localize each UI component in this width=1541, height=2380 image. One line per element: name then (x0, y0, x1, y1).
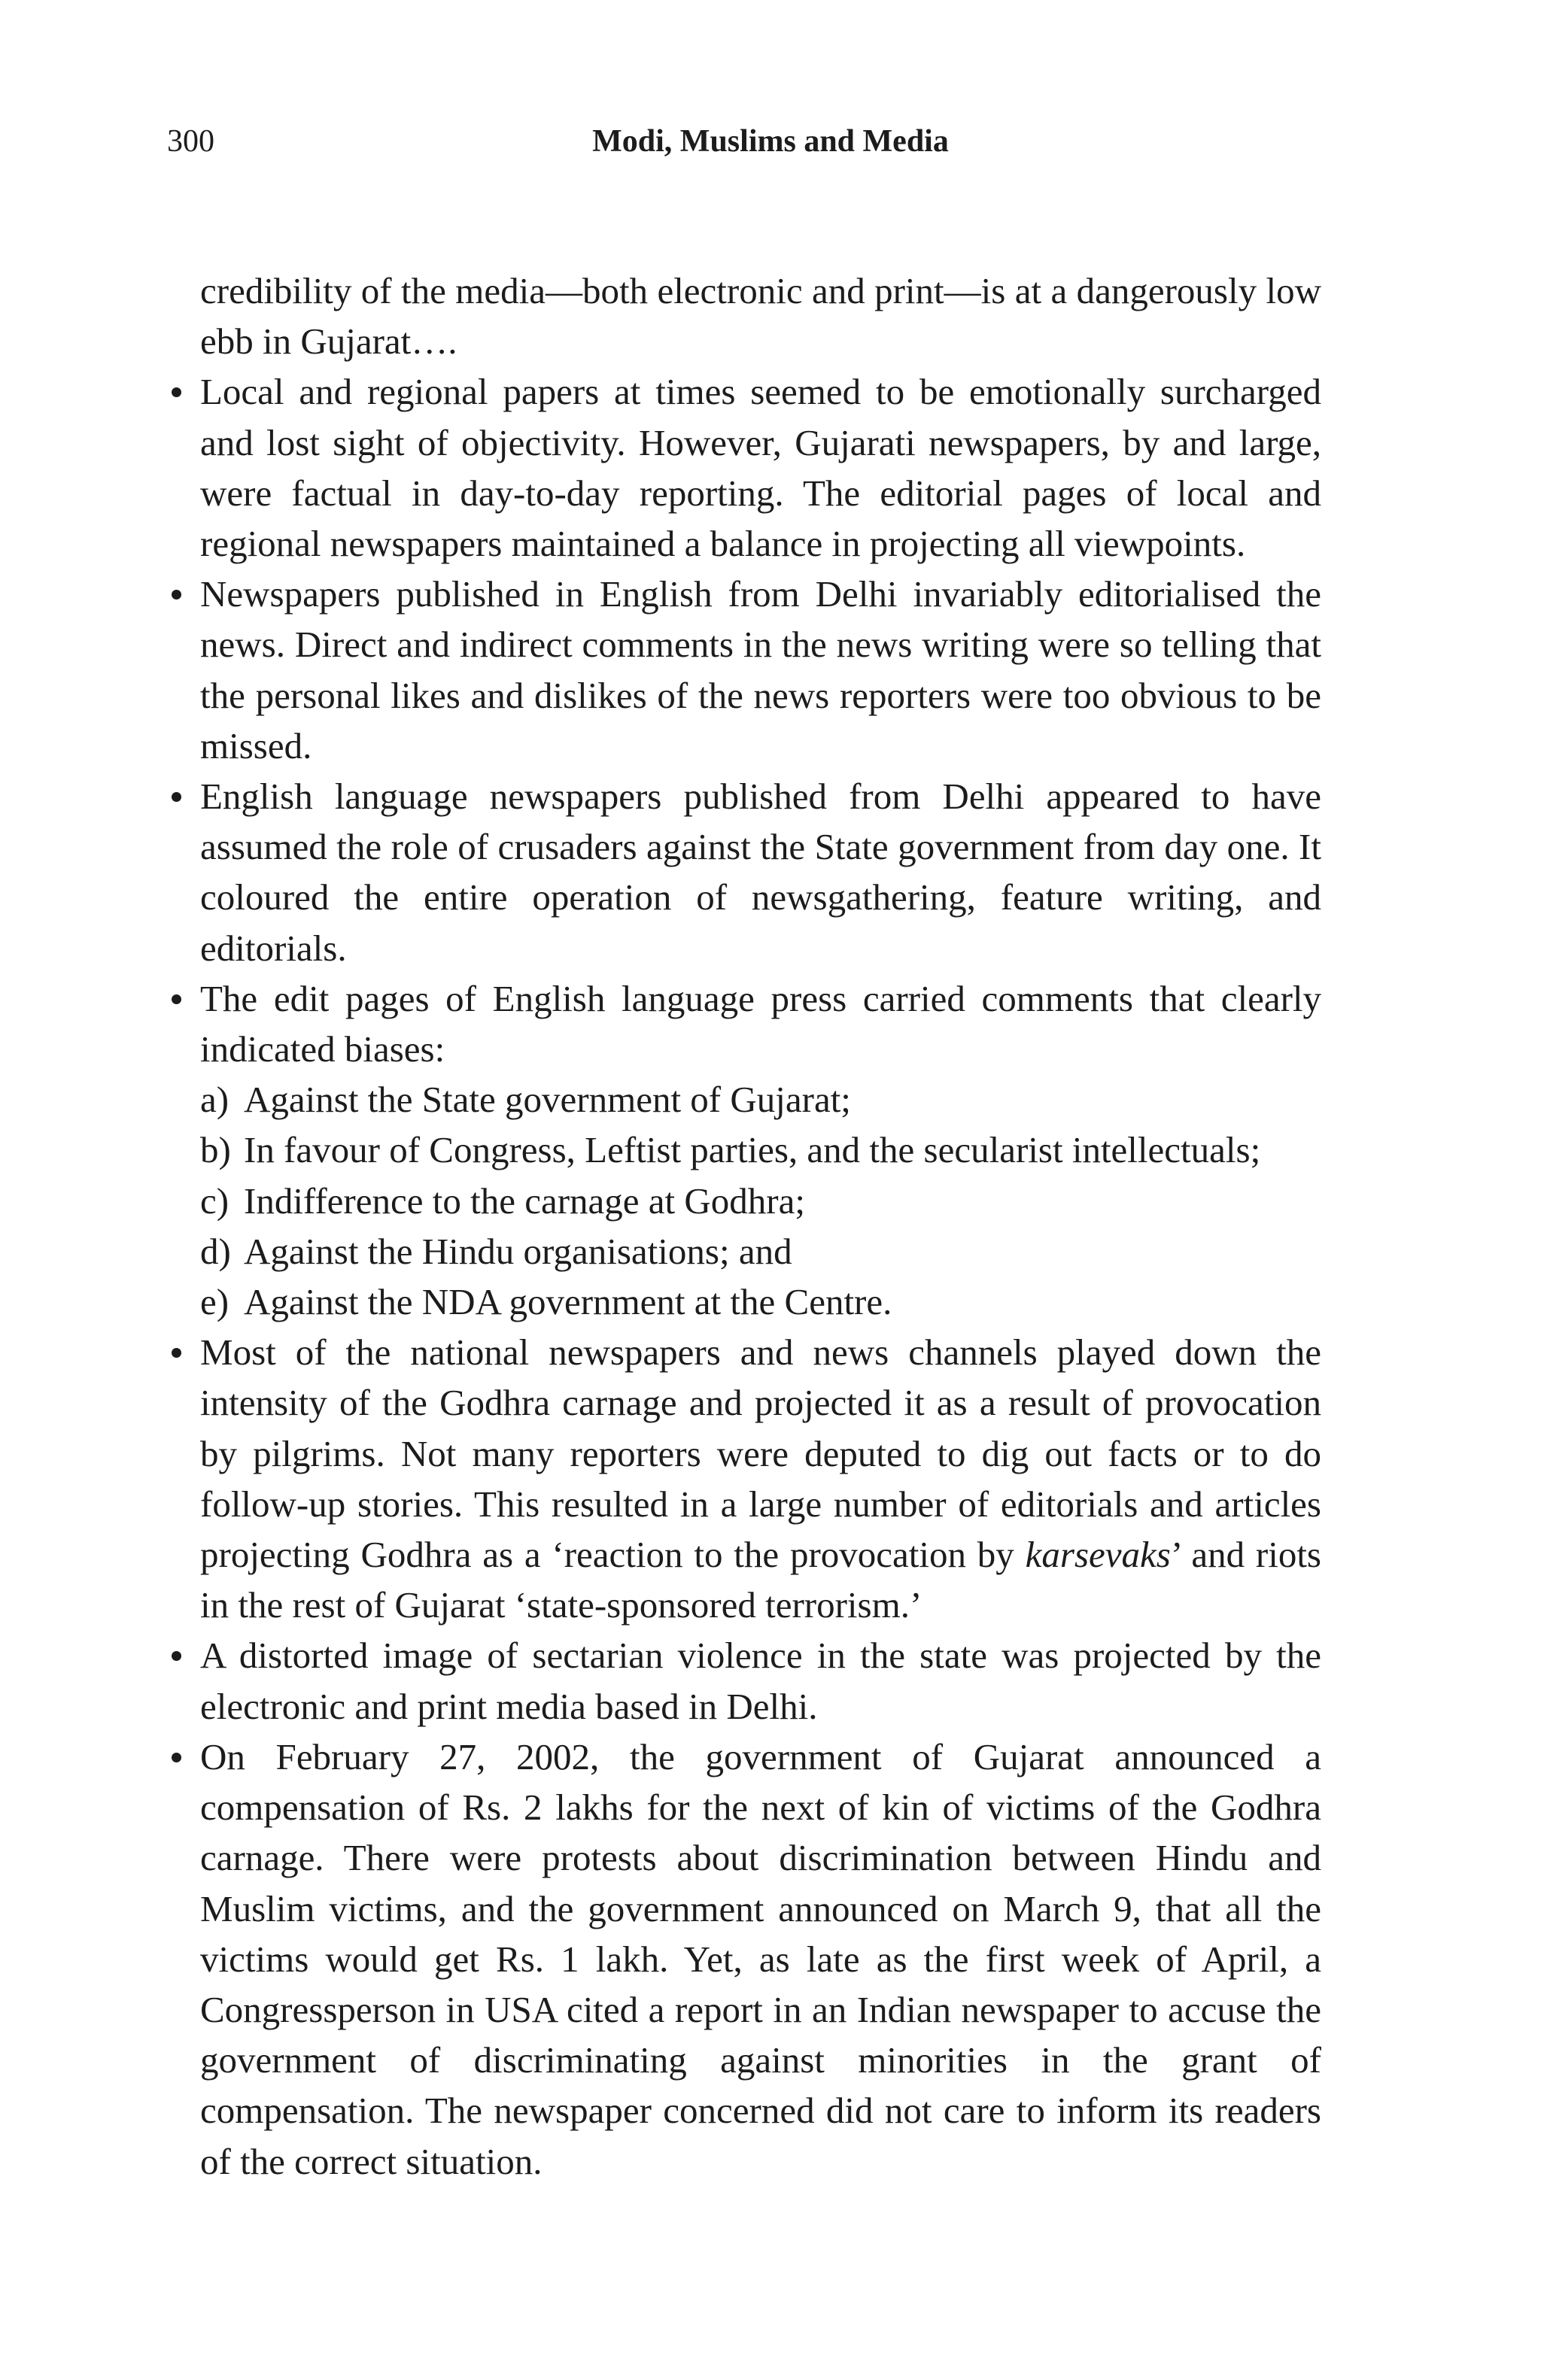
bias-marker: c) (200, 1179, 229, 1222)
bullet-dot-icon (172, 590, 181, 600)
bias-text: Indifference to the carnage at Godhra; (244, 1179, 805, 1222)
bullet-list (200, 366, 1321, 1074)
bullet-item-english-delhi (200, 569, 1321, 771)
bias-marker: b) (200, 1129, 231, 1171)
bullet-item-edit-pages (200, 973, 1321, 1074)
book-title: Modi, Muslims and Media (592, 124, 949, 159)
bullet-item-godhra (200, 1327, 1321, 1630)
bias-marker: a) (200, 1079, 229, 1121)
bias-item (200, 1074, 1321, 1125)
bullet-dot-icon (172, 1753, 181, 1762)
italic-term: karsevaks (1025, 1534, 1171, 1576)
bias-item (200, 1176, 1321, 1226)
bias-text: Against the State government of Gujarat; (244, 1079, 851, 1121)
bias-item (200, 1226, 1321, 1277)
page-body (200, 266, 1321, 2187)
bullet-item-local-papers (200, 366, 1321, 569)
page-number: 300 (167, 124, 214, 159)
bullet-dot-icon (172, 994, 181, 1004)
bullet-list-continued (200, 1327, 1321, 2186)
bullet-dot-icon (172, 1348, 181, 1358)
bullet-item-compensation (200, 1732, 1321, 2187)
bullet-dot-icon (172, 387, 181, 397)
bullet-dot-icon (172, 1651, 181, 1661)
bias-marker: e) (200, 1281, 229, 1323)
bullet-dot-icon (172, 792, 181, 802)
bullet-text: Newspapers published in English from Delhi invariably editorialised the news. Direct and indirect comments in the news writing were so telling that the personal likes and dislikes of the news reporters were too obvious to be missed. (200, 573, 1321, 767)
bullet-item-distorted-image (200, 1630, 1321, 1731)
bias-marker: d) (200, 1230, 231, 1272)
bias-text: Against the NDA government at the Centre. (244, 1281, 892, 1323)
bullet-text-tail: ’ and riots in the rest of Gujarat ‘state-sponsored terrorism.’ (200, 1534, 1321, 1626)
bias-text: Against the Hindu organisations; and (244, 1230, 792, 1272)
bullet-text: The edit pages of English language press carried comments that clearly indicated biases: (200, 977, 1321, 1070)
bullet-text: A distorted image of sectarian violence in the state was projected by the electronic and print media based in Delhi. (200, 1635, 1321, 1727)
bias-list (200, 1074, 1321, 1327)
running-head (0, 119, 1541, 164)
bias-text: In favour of Congress, Leftist parties, and the secularist intellectuals; (244, 1129, 1261, 1171)
bullet-text: On February 27, 2002, the government of Gujarat announced a compensation of Rs. 2 lakhs for the next of kin of victims of the Godhra carnage. There were protests about discrimination between Hindu and Muslim victims, and the government announced on March 9, that all the victims would get Rs. 1 lakh. Yet, as late as the first week of April, a Congressperson in USA cited a report in an Indian newspaper to accuse the government of discriminating against minorities in the grant of compensation. The newspaper concerned did not care to inform its readers of the correct situation. (200, 1735, 1321, 2182)
bias-item (200, 1125, 1321, 1175)
intro-paragraph: credibility of the media—both electronic and print—is at a dangerously low ebb in Gujarat…. (200, 270, 1321, 363)
bullet-item-crusaders (200, 771, 1321, 973)
bullet-text: Most of the national newspapers and news channels played down the intensity of the Godhra carnage and projected it as a result of provocation by pilgrims. Not many reporters were deputed to dig out facts or to do follow-up stories. This resulted in a large number of editorials and articles projecting Godhra as a ‘reaction to the provocation by (200, 1331, 1321, 1576)
bullet-text: English language newspapers published from Delhi appeared to have assumed the role of crusaders against the State government from day one. It coloured the entire operation of newsgathering, feature writing, and editorials. (200, 776, 1321, 969)
bias-item (200, 1277, 1321, 1327)
bullet-text: Local and regional papers at times seemed to be emotionally surcharged and lost sight of objectivity. However, Gujarati newspapers, by and large, were factual in day-to-day reporting. The editorial pages of local and regional newspapers maintained a balance in projecting all viewpoints. (200, 371, 1321, 565)
